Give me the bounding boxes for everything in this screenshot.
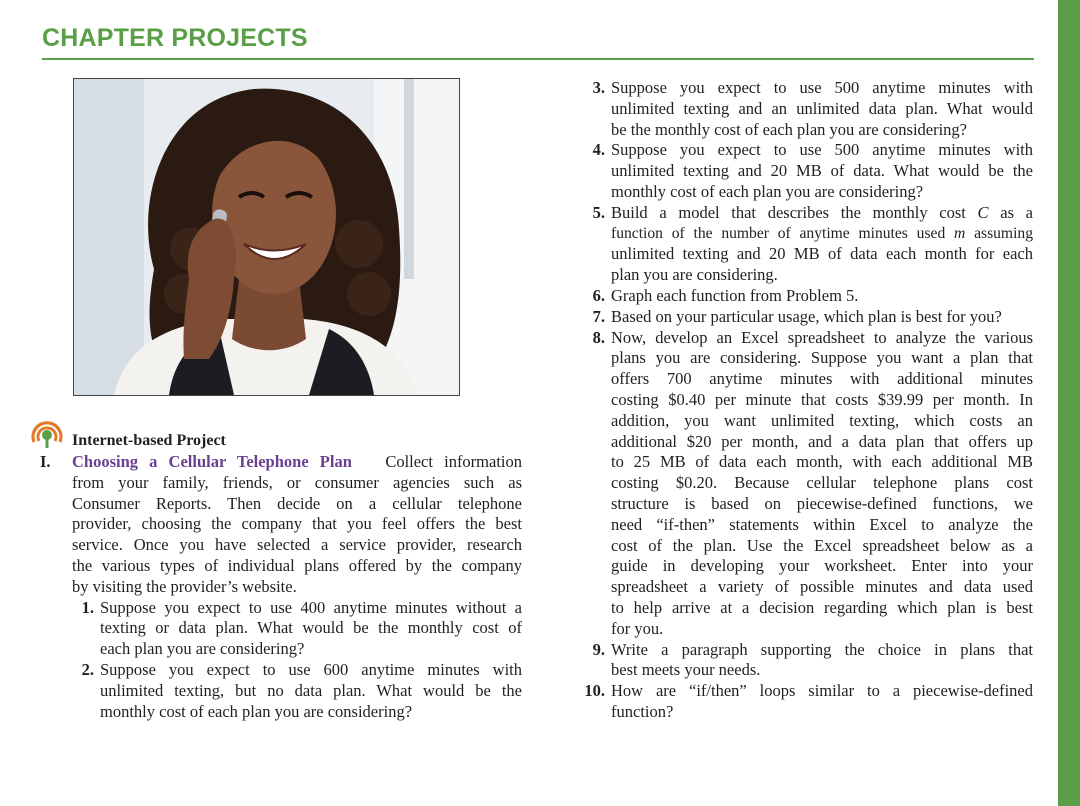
problem-3: 3. Suppose you expect to use 500 anytime minutes with unlimited texting and an unlimited data plan. What would be the monthly cost of each plan you are considering? [580, 78, 1033, 140]
intro-line: Consumer Reports. Then decide on a cellular telephone [72, 493, 522, 513]
woman-on-phone-photo [73, 78, 460, 396]
intro-line: service. Once you have selected a service provider, research [72, 535, 522, 555]
problem-5: 5. Build a model that describes the monthly cost C as a function of the number of anytime minutes used m assuming unlimited texting and 20 MB of data each month for each plan you are considering. [580, 203, 1033, 286]
problem-number: 2. [81, 659, 94, 679]
problem-number: 5. [592, 202, 605, 222]
left-column [40, 452, 522, 722]
problem-number: 1. [81, 597, 94, 617]
variable-m: m [954, 224, 966, 242]
internet-broadcast-icon [30, 420, 64, 450]
problem-9: 9. Write a paragraph supporting the choice in plans that best meets your needs. [580, 640, 1033, 682]
project-heading: Internet-based Project [72, 432, 226, 449]
problem-number: 8. [592, 327, 605, 347]
problem-10: 10. How are “if/then” loops similar to a piecewise-defined function? [580, 681, 1033, 723]
intro-line: by visiting the provider’s website. [72, 576, 297, 596]
intro-line: the various types of individual plans offered by the company [72, 555, 522, 575]
problem-number: 3. [592, 78, 605, 97]
problem-number: 4. [592, 140, 605, 160]
intro-line: provider, choosing the company that you feel offers the best [72, 514, 522, 534]
problem-number: 10. [584, 681, 605, 701]
project-roman-numeral: I. [40, 452, 51, 471]
project-name: Choosing a Cellular Telephone Plan [72, 452, 352, 471]
chapter-title: CHAPTER PROJECTS [42, 24, 308, 52]
problem-number: 9. [592, 639, 605, 659]
problem-1: 1. Suppose you expect to use 400 anytime minutes without a texting or data plan. What would be the monthly cost of each plan you are considering? [40, 598, 522, 660]
problem-7: 7. Based on your particular usage, which plan is best for you? [580, 307, 1033, 328]
side-color-bar [1058, 0, 1080, 806]
title-rule [42, 58, 1034, 60]
variable-c: C [977, 202, 989, 222]
problem-number: 6. [592, 285, 605, 305]
right-column [580, 78, 1033, 723]
intro-line: Choosing a Cellular Telephone Plan Collect information [72, 452, 523, 471]
problem-2: 2. Suppose you expect to use 600 anytime minutes with unlimited texting, but no data plan. What would be the monthly cost of each plan you are considering? [40, 660, 522, 722]
problem-4: 4. Suppose you expect to use 500 anytime minutes with unlimited texting and 20 MB of data. What would be the monthly cost of each plan you are considering? [580, 140, 1033, 202]
problem-6: 6. Graph each function from Problem 5. [580, 286, 1033, 307]
problem-8: 8. Now, develop an Excel spreadsheet to analyze the various plans you are considering. Suppose you want a plan that offers 700 anytime minutes with additional minutes costing $0.40 per minute that costs $39.99 per month. In addition, you want unlimited texting, which costs an additional $20 per month, and a data plan that offers up to 25 MB of data each month, with each additional MB costing $0.20. Because cellular telephone plans cost structure is based on piecewise-defined functions, we need “if-then” statements within Excel to analyze the cost of the plan. Use the Excel spreadsheet below as a guide in developing your worksheet. Enter into your spreadsheet a variety of possible minutes and data used to help arrive at a decision regarding which plan is best for you. [580, 328, 1033, 640]
project-intro [40, 452, 522, 598]
problem-number: 7. [592, 306, 605, 326]
intro-line: from your family, friends, or consumer agencies such as [72, 472, 522, 492]
